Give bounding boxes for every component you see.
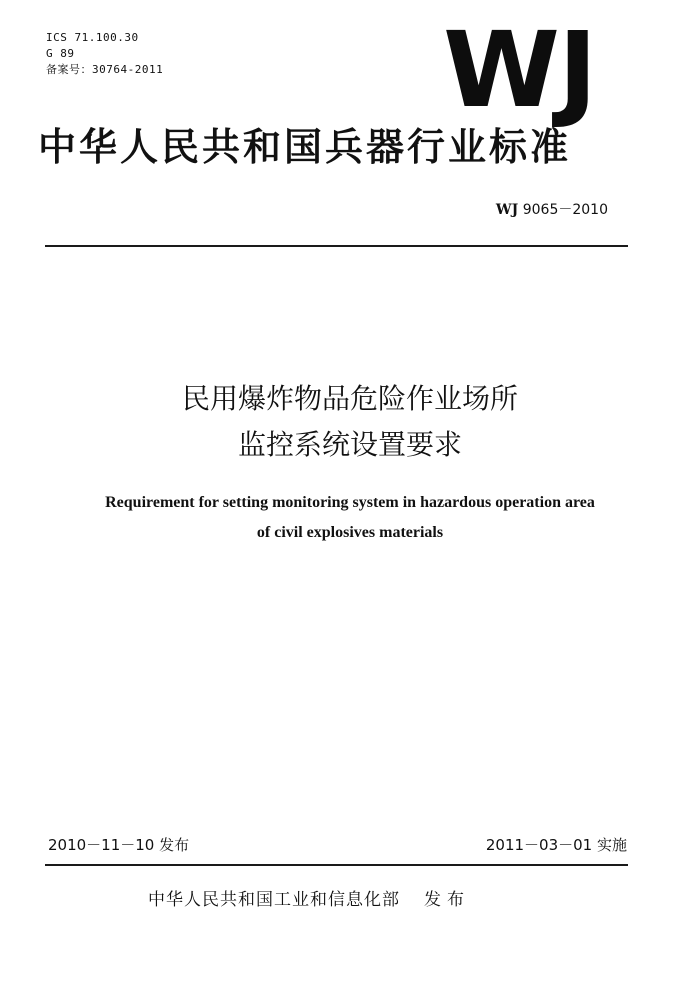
implementation-date: 2011－03－01 实施 <box>485 836 627 854</box>
issuing-authority <box>148 888 470 912</box>
bottom-divider <box>45 864 628 866</box>
chinese-title-line-2: 监控系统设置要求 <box>237 428 462 461</box>
wj-logo: WJ <box>443 9 596 131</box>
chinese-title <box>0 376 700 468</box>
english-title-line-2: of civil explosives materials <box>256 524 444 541</box>
issue-date: 2010－11－10 发布 <box>48 836 190 854</box>
filing-number: 备案号：30764-2011 <box>46 63 164 76</box>
issuer-name: 中华人民共和国工业和信息化部 <box>148 890 400 910</box>
classification-code: G 89 <box>46 47 75 60</box>
standard-number-prefix: WJ <box>495 202 519 218</box>
standard-number-code: 9065－2010 <box>522 202 608 218</box>
ics-code: ICS 71.100.30 <box>46 31 139 44</box>
standard-category-title: 中华人民共和国兵器行业标准 <box>38 125 572 169</box>
chinese-title-line-1: 民用爆炸物品危险作业场所 <box>181 382 518 415</box>
english-title <box>0 488 700 548</box>
document-metadata <box>46 30 163 78</box>
standard-number <box>496 200 608 220</box>
english-title-line-1: Requirement for setting monitoring system in hazardous operation area <box>105 494 595 511</box>
issuer-verb: 发布 <box>424 890 470 910</box>
top-divider <box>45 245 628 247</box>
